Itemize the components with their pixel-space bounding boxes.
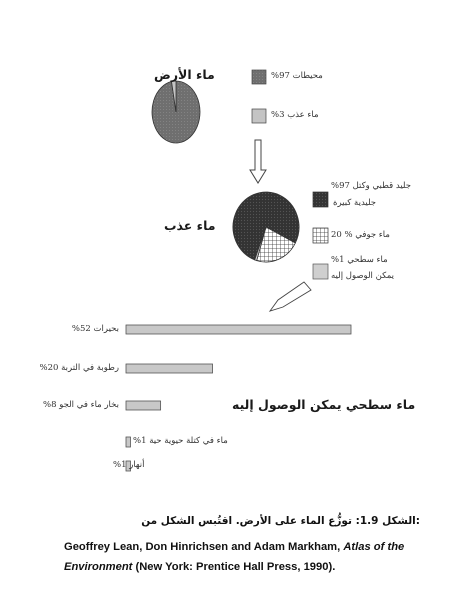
figure-caption: الشكل 1.9: توزُّع الماء على الأرض. اقتُبس الشكل من: [141, 515, 420, 527]
surface-water-legend-swatch [313, 264, 328, 279]
freshwater-pie [233, 192, 299, 262]
bar-label-biomass: %1 ماء في كتلة حيوية حية [133, 436, 228, 446]
bar-0 [126, 325, 351, 334]
bar-label-soil: %20 رطوبة في التربة [39, 363, 119, 373]
surface-legend-label-2: يمكن الوصول إليه [331, 271, 395, 281]
earth-water-title: ماء الأرض [154, 67, 215, 82]
ocean-legend-swatch [252, 70, 266, 84]
bar-2 [126, 401, 161, 410]
bar-1 [126, 364, 213, 373]
bar-label-rivers: %1 أنهار [113, 460, 145, 470]
earth-water-pie [152, 81, 200, 143]
reference-line-2: Environment (New York: Prentice Hall Press, 1990). [64, 561, 336, 573]
groundwater-legend-label: 20 % ماء جوفي [331, 230, 390, 240]
freshwater-legend-swatch [252, 109, 266, 123]
ice-legend-label-1: %97 جليد قطبي وكتل [331, 181, 411, 191]
down-arrow-icon [250, 140, 266, 183]
bar-label-vapour: %8 بخار ماء في الجو [43, 400, 119, 410]
freshwater-legend-label: %3 ماء عذب [271, 110, 319, 120]
ice-legend-swatch [313, 192, 328, 207]
ocean-legend-label: %97 محيطات [271, 71, 323, 81]
surface-legend-label-1: %1 ماء سطحي [331, 255, 388, 265]
bar-label-lakes: %52 بحيرات [71, 324, 119, 334]
diagonal-arrow-icon [270, 282, 311, 311]
groundwater-legend-swatch [313, 228, 328, 243]
surface-water-title: ماء سطحي يمكن الوصول إليه [232, 397, 416, 412]
freshwater-title: ماء عذب [164, 218, 216, 233]
reference-line-1: Geoffrey Lean, Don Hinrichsen and Adam Markham, Atlas of the [64, 541, 405, 553]
ice-legend-label-2: جليدية كبيرة [333, 198, 377, 208]
bar-3 [126, 437, 131, 447]
